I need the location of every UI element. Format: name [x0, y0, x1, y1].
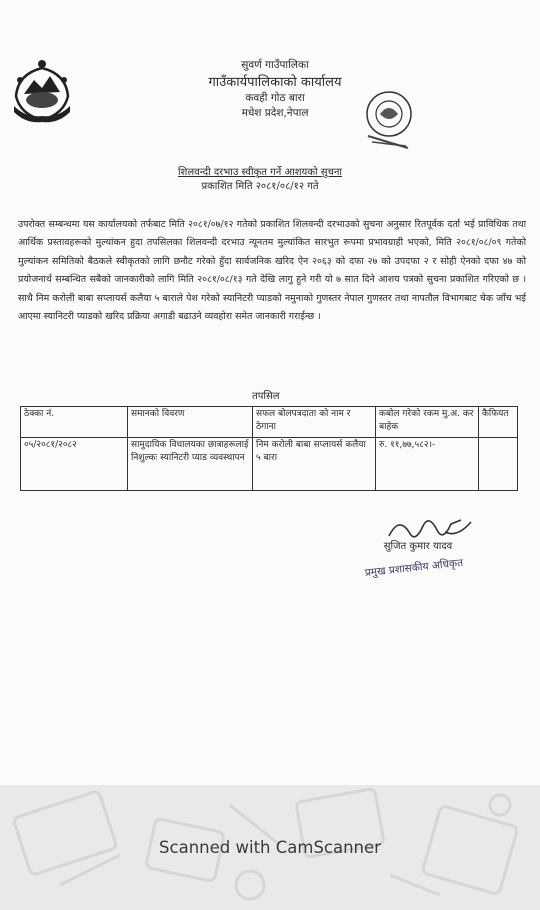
signatory-block — [348, 540, 488, 554]
cell-bidder-name: निम करोली बाबा सप्लायर्स कलैया ५ बारा — [253, 438, 376, 491]
header-remarks: कैफियत — [479, 407, 518, 438]
nepal-emblem-icon — [6, 56, 78, 128]
cell-bid-amount: रु. ११,७७,५८२।- — [376, 438, 479, 491]
municipality-name: सुवर्ण गाउँपालिका — [241, 59, 309, 71]
cell-item-description: सामुदायिक विधालयका छात्राहरूलाई निशुल्कः स्यानिटरी प्याड व्यवस्थापन — [128, 438, 253, 491]
header-contract-no: ठेक्का नं. — [21, 407, 128, 438]
notice-body: उपरोक्त सम्बन्धमा यस कार्यालयको तर्फबाट मिति २०८१/०७/१२ गतेको प्रकाशित शिलवन्दी दरभाउको सुचना अनुसार रितपूर्वक दर्ता भई प्राविधिक तथा आर्थिक प्रस्तावहरूको मुल्यांकन हुदा तपसिलका शिलवन्दी दरभाउ न्यूनतम मुल्यांकित सारभुत रूपमा प्रभावग्राही भएको, मिति २०८१/०८/०९ गतेको मुल्यांकन समितिको बैठकले स्वीकृतको लागि छनौट गरेको हुँदा सार्वजनिक खरिद ऐन २०६३ को दफा २७ को उपदफा २ र सोही ऐनको दफा ४७ को प्रयोजनार्थ सम्बन्धित सबैको जानकारीको लागि मिति २०८१/०८/१३ गते देखि लागु हुने गरी यो ७ सात दिने आशय पत्रको सुचना प्रकाशित गरिएको छ । साथै निम करोली बाबा सप्लायर्स कलैया ५ बाराले पेश गरेको स्यानिटरी प्याडको नमुनाको गुणस्तर नेपाल गुणस्तर तथा नापतौल विभागबाट चेक जाँच भई आएमा स्यानिटरी प्याडको खरिद प्रक्रिया अगाडी बढाउने व्यवहोरा समेत जानकारी गराईन्छ । — [18, 219, 526, 323]
table-row — [21, 438, 518, 491]
camscanner-label: Scanned with CamScanner — [159, 838, 381, 857]
notice-title: शिलवन्दी दरभाउ स्वीकृत गर्ने आशयको सुचना — [177, 167, 343, 178]
office-address: कवही गोठ बारा — [245, 91, 305, 104]
cell-remarks — [479, 438, 518, 491]
signatory-title: प्रमुख प्रशासकीय अधिकृत — [364, 556, 464, 580]
header-bidder-name: सफल बोलपत्रदाता को नाम र ठेगाना — [253, 407, 376, 438]
cell-contract-no: ०५/२०८१/२०८२ — [21, 438, 128, 491]
signatory-stamp — [360, 556, 469, 580]
header-bid-amount: कबोल गरेको रकम मु.अ. कर बाहेक — [376, 407, 479, 438]
notice-published-date: प्रकाशित मिति २०८१/०८/१२ गते — [201, 181, 319, 192]
signatory-name: सुजित कुमार यादव — [383, 541, 453, 552]
table-header-row — [21, 407, 518, 438]
notice-heading — [110, 166, 410, 194]
table-caption: तपसिल — [252, 391, 280, 402]
office-name: गाउँकार्यपालिकाको कार्यालय — [208, 74, 342, 90]
header-item-description: समानको विवरण — [128, 407, 253, 438]
office-stamp-icon — [358, 84, 420, 150]
contract-details-table — [20, 406, 518, 491]
office-province: मधेश प्रदेश,नेपाल — [241, 107, 309, 119]
